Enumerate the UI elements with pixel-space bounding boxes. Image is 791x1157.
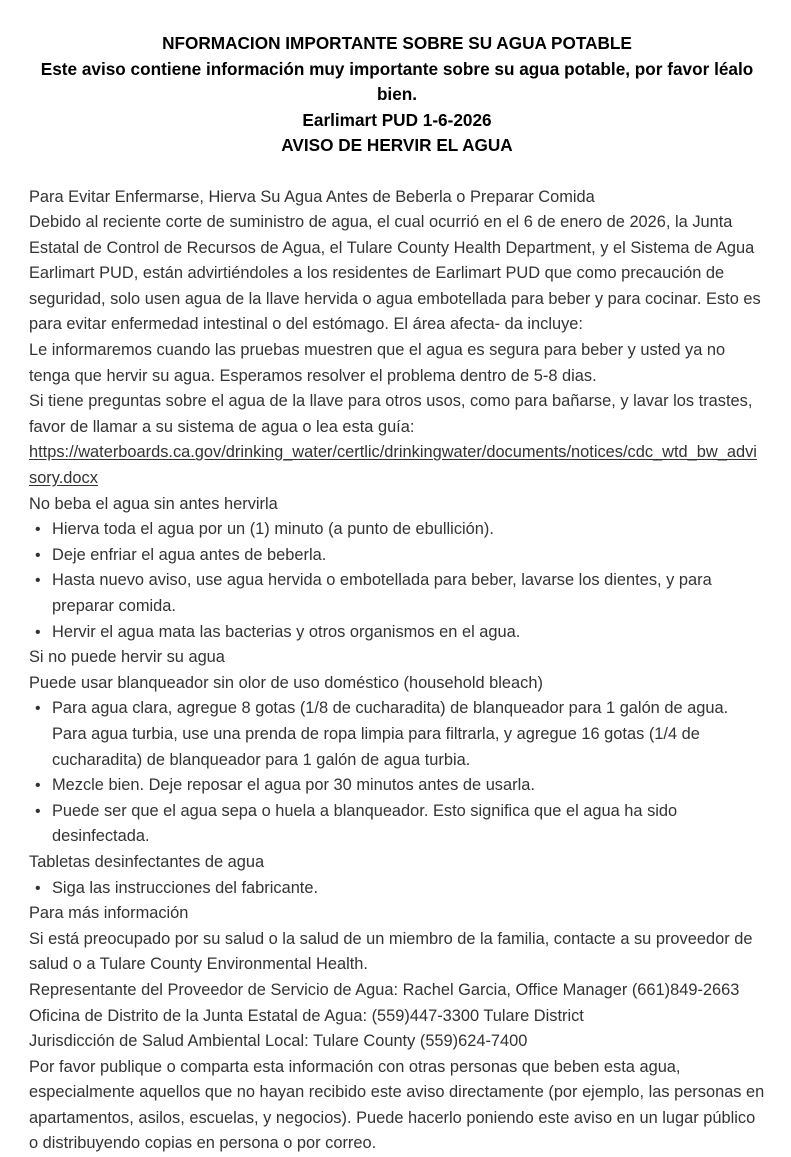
section-heading-tablets: Tabletas desinfectantes de agua bbox=[29, 850, 765, 876]
list-item: • Siga las instrucciones del fabricante. bbox=[29, 876, 765, 902]
section-heading-more-info: Para más información bbox=[29, 901, 765, 927]
list-item: • Hierva toda el agua por un (1) minuto (a punto de ebullición). bbox=[29, 517, 765, 543]
intro-paragraph: Debido al reciente corte de suministro de agua, el cual ocurrió en el 6 de enero de 2026, la Junta Estatal de Control de Recursos de Agua, el Tulare County Health Department, y el Sistema de Agua Earlimart PUD, están advirtiéndoles a los residentes de Earlimart PUD que como precaución de seguridad, solo usen agua de la llave hervida o agua embotellada para beber y para cocinar. Esto es para evitar enfermedad intestinal o del estómago. El área afecta- da incluye: bbox=[29, 210, 765, 338]
section-heading-cannot-boil: Si no puede hervir su agua bbox=[29, 645, 765, 671]
contact-water-provider: Representante del Proveedor de Servicio de Agua: Rachel Garcia, Office Manager (661)849-2663 bbox=[29, 978, 765, 1004]
document-header bbox=[29, 31, 765, 159]
closing-paragraph: Por favor publique o comparta esta información con otras personas que beben esta agua, especialmente aquellos que no hayan recibido este aviso directamente (por ejemplo, las personas en apartamentos, asilos, escuelas, y negocios). Puede hacerlo poniendo este aviso en un lugar público o distribuyendo copias en persona o por correo. bbox=[29, 1055, 765, 1157]
lead-instruction: Para Evitar Enfermarse, Hierva Su Agua Antes de Beberla o Preparar Comida bbox=[29, 185, 765, 211]
contact-local-health-jurisdiction: Jurisdicción de Salud Ambiental Local: Tulare County (559)624-7400 bbox=[29, 1029, 765, 1055]
bleach-instructions-list bbox=[29, 696, 765, 850]
contact-state-board-district: Oficina de Distrito de la Junta Estatal de Agua: (559)447-3300 Tulare District bbox=[29, 1004, 765, 1030]
other-uses-paragraph: Si tiene preguntas sobre el agua de la llave para otros usos, como para bañarse, y lavar los trastes, favor de llamar a su sistema de agua o lea esta guía: bbox=[29, 389, 765, 440]
boil-instructions-list bbox=[29, 517, 765, 645]
notice-type-title: AVISO DE HERVIR EL AGUA bbox=[35, 133, 759, 159]
status-paragraph: Le informaremos cuando las pruebas muestren que el agua es segura para beber y usted ya no tenga que hervir su agua. Esperamos resolver el problema dentro de 5-8 dias. bbox=[29, 338, 765, 389]
list-item: • Deje enfriar el agua antes de beberla. bbox=[29, 543, 765, 569]
list-item: • Hasta nuevo aviso, use agua hervida o embotellada para beber, lavarse los dientes, y para preparar comida. bbox=[29, 568, 765, 619]
notice-body bbox=[29, 185, 765, 1157]
guidance-url-link[interactable]: https://waterboards.ca.gov/drinking_water/certlic/drinkingwater/documents/notices/cdc_wtd_bw_advisory.docx bbox=[29, 443, 757, 487]
list-item: • Puede ser que el agua sepa o huela a blanqueador. Esto significa que el agua ha sido desinfectada. bbox=[29, 799, 765, 850]
list-item: • Hervir el agua mata las bacterias y otros organismos en el agua. bbox=[29, 620, 765, 646]
list-item: • Para agua clara, agregue 8 gotas (1/8 de cucharadita) de blanqueador para 1 galón de agua. Para agua turbia, use una prenda de ropa limpia para filtrarla, y agregue 16 gotas (1/4 de cucharadita) de blanqueador para 1 galón de agua turbia. bbox=[29, 696, 765, 773]
more-info-paragraph: Si está preocupado por su salud o la salud de un miembro de la familia, contacte a su proveedor de salud o a Tulare County Environmental Health. bbox=[29, 927, 765, 978]
header-spacer bbox=[29, 159, 765, 185]
list-item: • Mezcle bien. Deje reposar el agua por 30 minutos antes de usarla. bbox=[29, 773, 765, 799]
utility-and-date: Earlimart PUD 1-6-2026 bbox=[35, 108, 759, 134]
section-subheading-bleach: Puede usar blanqueador sin olor de uso doméstico (household bleach) bbox=[29, 671, 765, 697]
tablets-instructions-list bbox=[29, 876, 765, 902]
page-title: NFORMACION IMPORTANTE SOBRE SU AGUA POTABLE bbox=[35, 31, 759, 57]
notice-subtitle: Este aviso contiene información muy importante sobre su agua potable, por favor léalo bien. bbox=[35, 57, 759, 108]
guidance-url-line bbox=[29, 440, 765, 491]
section-heading-boil: No beba el agua sin antes hervirla bbox=[29, 492, 765, 518]
